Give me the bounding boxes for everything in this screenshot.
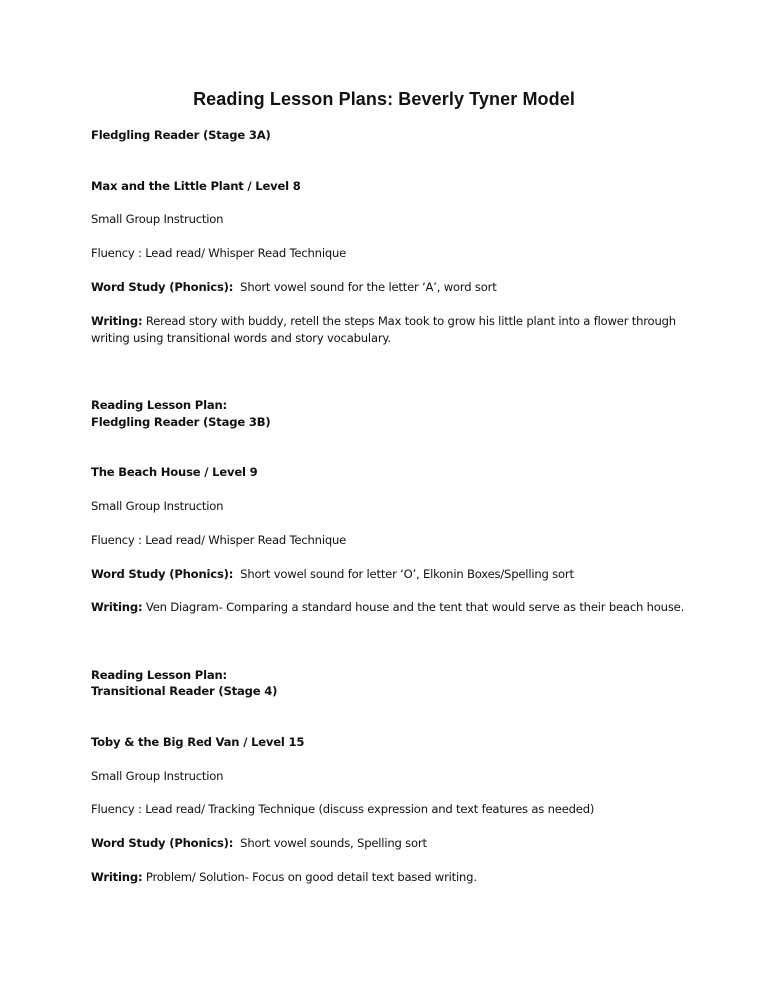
- section-1-writing: [91, 313, 691, 347]
- writing-text: Ven Diagram- Comparing a standard house and the tent that would serve as their beach house.: [142, 600, 685, 614]
- section-2-instruction: Small Group Instruction: [91, 499, 224, 513]
- section-3-writing: [91, 869, 691, 886]
- section-2-writing: [91, 599, 691, 616]
- section-2-book: The Beach House / Level 9: [91, 465, 258, 479]
- section-3-word-study: [91, 835, 691, 852]
- word-study-label: Word Study (Phonics):: [91, 836, 234, 850]
- section-3-heading-line-2: Transitional Reader (Stage 4): [91, 684, 278, 698]
- section-1-book: Max and the Little Plant / Level 8: [91, 179, 301, 193]
- section-2-fluency: Fluency : Lead read/ Whisper Read Technique: [91, 533, 347, 547]
- word-study-text: Short vowel sound for letter ‘O’, Elkonin Boxes/Spelling sort: [233, 567, 574, 581]
- section-3-instruction: Small Group Instruction: [91, 769, 224, 783]
- section-3-fluency: Fluency : Lead read/ Tracking Technique (discuss expression and text features as needed): [91, 802, 595, 816]
- document-title: Reading Lesson Plans: Beverly Tyner Model: [193, 89, 575, 109]
- section-2-heading-line-1: Reading Lesson Plan:: [91, 398, 227, 412]
- word-study-text: Short vowel sound for the letter ‘A’, word sort: [233, 280, 497, 294]
- section-1-instruction: Small Group Instruction: [91, 212, 224, 226]
- writing-label: Writing:: [91, 314, 143, 328]
- writing-label: Writing:: [91, 870, 143, 884]
- word-study-label: Word Study (Phonics):: [91, 280, 234, 294]
- word-study-label: Word Study (Phonics):: [91, 567, 234, 581]
- writing-text: Problem/ Solution- Focus on good detail text based writing.: [142, 870, 477, 884]
- section-1-heading: Fledgling Reader (Stage 3A): [91, 128, 271, 142]
- section-1-fluency: Fluency : Lead read/ Whisper Read Technique: [91, 246, 347, 260]
- section-1-word-study: [91, 279, 691, 296]
- writing-label: Writing:: [91, 600, 143, 614]
- writing-text: Reread story with buddy, retell the steps Max took to grow his little plant into a flower through writing using transitional words and story vocabulary.: [91, 314, 676, 345]
- section-3-book: Toby & the Big Red Van / Level 15: [91, 735, 305, 749]
- word-study-text: Short vowel sounds, Spelling sort: [233, 836, 427, 850]
- section-3-heading-line-1: Reading Lesson Plan:: [91, 668, 227, 682]
- section-2-word-study: [91, 566, 691, 583]
- section-2-heading-line-2: Fledgling Reader (Stage 3B): [91, 415, 271, 429]
